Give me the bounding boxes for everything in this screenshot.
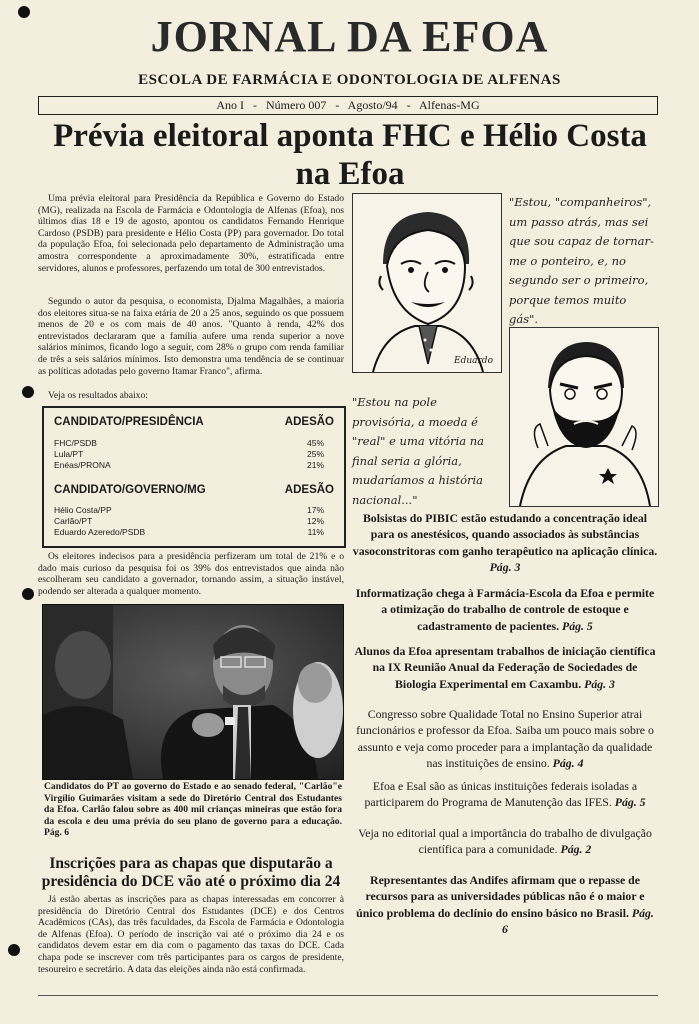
dce-headline: Inscrições para as chapas que disputarão a presidência do DCE vão até o próximo dia 24: [41, 855, 341, 890]
news-item-ifes: [352, 778, 658, 811]
row-name: FHC/PSDB: [54, 438, 97, 448]
quote-fhc: "Estou, "companheiros", um passo atrás, mas sei que sou capaz de tornar-me o ponteiro, e, no segundo ser o primeiro, porque temos muito gás".: [509, 195, 654, 326]
punch-hole-lower: [22, 588, 34, 600]
news-item-informatizacao: [352, 585, 658, 634]
lead-headline: Prévia eleitoral aponta FHC e Hélio Costa na Efoa: [53, 118, 647, 192]
row-name: Enéas/PRONA: [54, 460, 111, 470]
news-page: Pág. 5: [614, 795, 646, 810]
punch-hole-bottom: [8, 944, 20, 956]
news-page: Pág. 3: [489, 560, 521, 575]
news-page: Pág. 6: [502, 905, 654, 937]
president-header-right: ADESÃO: [284, 416, 334, 428]
photo-caption: Candidatos do PT ao governo do Estado e ao senado federal, "Carlão"e Virgílio Guimarães visitam a sede do Diretório Central dos Estudantes da Efoa. Carlão falou sobre as 400 mil crianças mineiras que estão fora da escola e deu uma prévia do seu plano de governo para a educação. Pág. 6: [44, 781, 342, 839]
row-value: 45%: [306, 438, 324, 448]
news-item-qualidade: [352, 706, 658, 772]
news-text: Veja no editorial qual a importância do trabalho de divulgação científica para a comunidade.: [358, 826, 652, 857]
table-row: [54, 438, 324, 448]
cartoon-fhc: [352, 193, 502, 373]
issue-info: Ano I - Número 007 - Agosto/94 - Alfenas-MG: [216, 98, 480, 112]
news-page: Pág. 4: [552, 756, 584, 771]
governor-header-right: ADESÃO: [284, 484, 334, 496]
row-value: 12%: [306, 516, 324, 526]
governor-header-left: CANDIDATO/GOVERNO/MG: [54, 484, 206, 496]
row-name: Lula/PT: [54, 449, 84, 459]
news-page: Pág. 2: [560, 842, 592, 857]
news-item-iniciacao: [352, 643, 658, 692]
candidates-photo: [42, 604, 344, 780]
newspaper-title: JORNAL DA EFOA: [150, 12, 549, 61]
table-row: [54, 460, 324, 470]
caricature-fhc: [353, 194, 501, 372]
newspaper-subtitle: ESCOLA DE FARMÁCIA E ODONTOLOGIA DE ALFENAS: [138, 72, 561, 88]
row-name: Eduardo Azeredo/PSDB: [54, 527, 146, 537]
news-text: Efoa e Esal são as únicas instituições federais isoladas a participarem do Programa de Manutenção das IFES.: [364, 779, 638, 810]
news-item-pibic: [352, 510, 658, 576]
governor-header: [54, 484, 334, 496]
cartoon-lula: [509, 327, 659, 507]
lead-paragraph-4: Os eleitores indecisos para a presidência perfizeram um total de 21% e o dado mais curioso da pesquisa foi os 39% dos entrevistados que ainda não escolheram seu candidato a governador, tornando assim, a situação instável, podendo ser alterada a qualquer momento.: [38, 551, 344, 597]
lead-paragraph-2: Segundo o autor da pesquisa, o economista, Djalma Magalhães, a maioria dos eleitores situa-se na faixa etária de 20 a 25 anos, seguindo os que possuem menos de 20 e os com mais de 40 anos. "Quanto à renda, 42% dos entrevistados declararam que a família aufere uma renda superior a nove salários mínimos, ficando logo a seguir, com 28% o grupo com renda familiar de três a seis salários mínimos. Isto demonstra uma tendência de se continuar as políticas adotadas pelo governo Itamar Franco", afirma.: [38, 296, 344, 377]
caricature-lula: [510, 328, 658, 506]
cartoonist-signature: Eduardo: [454, 356, 493, 366]
president-header-left: CANDIDATO/PRESIDÊNCIA: [54, 416, 204, 428]
news-text: Representantes das Andifes afirmam que o repasse de recursos para as universidades públicas não é o maior e único problema do declínio do ensino básico no Brasil.: [356, 873, 645, 920]
photo-illustration: [43, 605, 343, 779]
row-name: Hélio Costa/PP: [54, 505, 112, 515]
news-text: Bolsistas do PIBIC estão estudando a concentração ideal para os anestésicos, quando associados às substâncias vasoconstritoras com ganho terapêutico na aplicação clínica.: [352, 511, 658, 558]
news-item-andifes: [352, 872, 658, 938]
row-value: 21%: [306, 460, 324, 470]
masthead: [0, 12, 699, 89]
bottom-rule: [38, 995, 658, 996]
table-row: [54, 516, 324, 526]
row-name: Carlão/PT: [54, 516, 93, 526]
dce-text: Já estão abertas as inscrições para as chapas interessadas em concorrer à presidência do Diretório Central dos Estudantes (DCE) e dos Centros Acadêmicos (CAs), das três faculdades, da Escola de Farmácia e Odontologia de Alfenas (Efoa). O período de inscrição vai até o próximo dia 24 e os candidatos devem estar em dia com o pagamento das taxas do DCE. Cada chapa pode se inscrever com três participantes para os cargos de presidente, tesoureiro e secretário. A data das eleições ainda não está confirmada.: [38, 894, 344, 975]
table-row: [54, 527, 324, 537]
issue-line: [38, 96, 658, 115]
punch-hole-middle: [22, 386, 34, 398]
news-page: Pág. 5: [562, 618, 593, 633]
lead-paragraph-1: Uma prévia eleitoral para Presidência da República e Governo do Estado (MG), realizada na Escola de Farmácia e Odontologia de Alfenas (Efoa), nos últimos dias 18 e 19 de agosto, apontou os candidatos Fernando Henrique Cardoso (PSDB) para presidente e Hélio Costa (PP) para governador. Do total da população Efoa, foi selecionada pelo departamento de Administração uma amostra correspondente a aproximadamente 30%, estratificada entre servidores, alunos e professores, perfazendo um total de 300 entrevistados.: [38, 193, 344, 274]
table-row: [54, 449, 324, 459]
quote-lula: "Estou na pole provisória, a moeda é "real" e uma vitória na final seria a glória, mudaríamos a história nacional...": [352, 395, 485, 507]
news-text: Alunos da Efoa apresentam trabalhos de iniciação científica na IX Reunião Anual da Federação de Sociedades de Biologia Experimental em Caxambu.: [354, 644, 656, 691]
news-page: Pág. 3: [584, 676, 615, 691]
results-table: [42, 406, 346, 548]
president-header: [54, 416, 334, 428]
news-text: Informatização chega à Farmácia-Escola da Efoa e permite a otimização do trabalho de controle de estoque e cadastramento de pacientes.: [355, 586, 655, 633]
row-value: 11%: [307, 527, 324, 537]
row-value: 25%: [306, 449, 324, 459]
news-item-editorial: [352, 825, 658, 858]
table-row: [54, 505, 324, 515]
lead-paragraph-3: Veja os resultados abaixo:: [48, 390, 148, 401]
news-text: Congresso sobre Qualidade Total no Ensino Superior atrai funcionários e professor da Efoa. Saiba um pouco mais sobre o assunto e veja como proceder para a implantação da qualidade nas instituições de ensino.: [356, 707, 654, 771]
row-value: 17%: [306, 505, 324, 515]
